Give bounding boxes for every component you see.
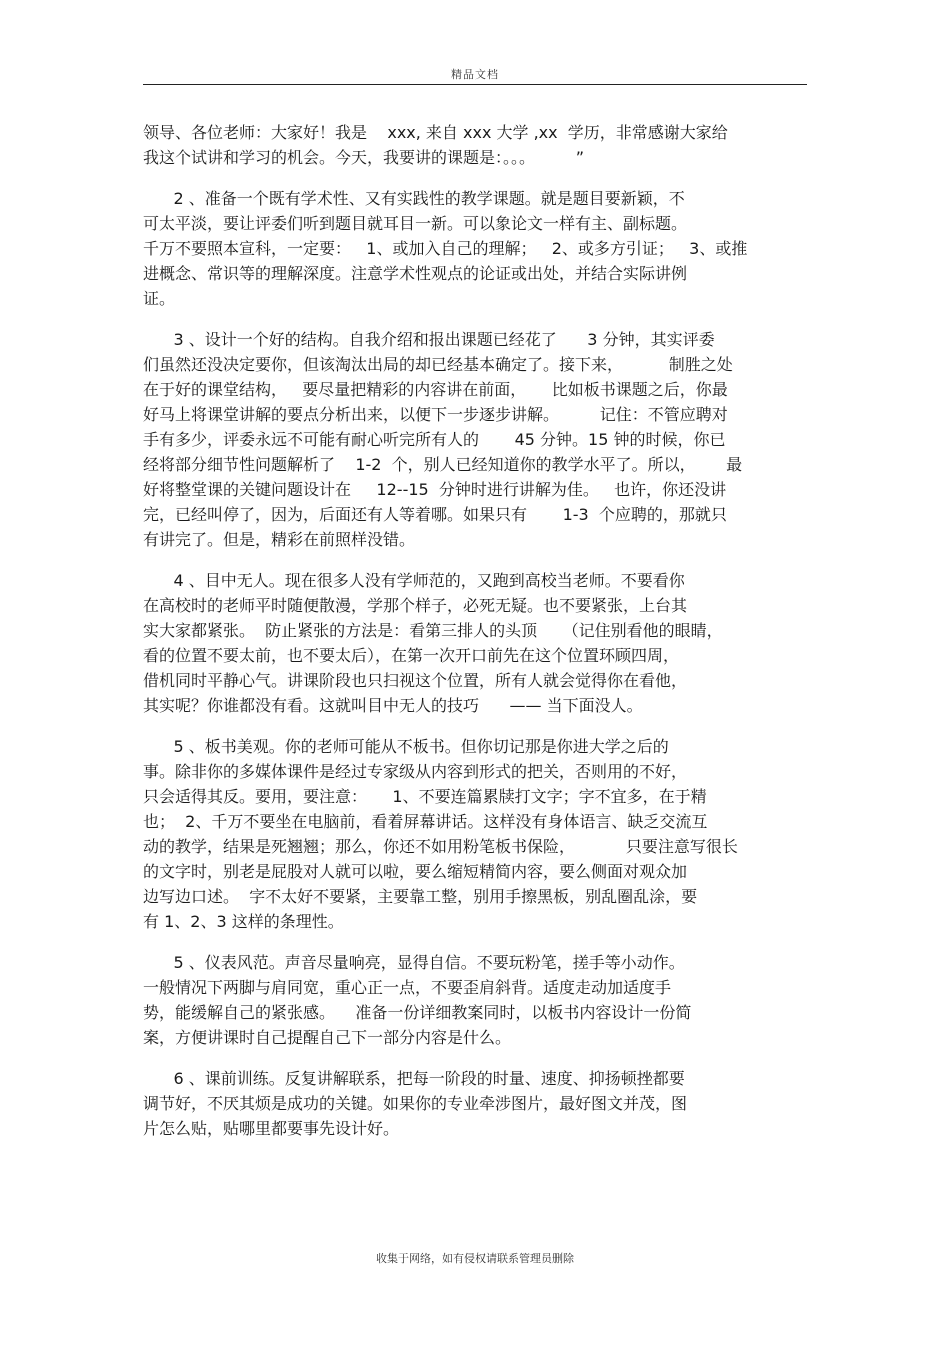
text-line: 4 、目中无人。现在很多人没有学师范的，又跑到高校当老师。不要看你: [143, 571, 685, 590]
text-line: 案，方便讲课时自己提醒自己下一部分内容是什么。: [143, 1028, 512, 1047]
text-line: 们虽然还没决定要你，但该淘汰出局的却已经基本确定了。接下来， 制胜之处: [143, 355, 733, 374]
text-line: 2 、准备一个既有学术性、又有实践性的教学课题。就是题目要新颖，不: [143, 189, 685, 208]
text-line: 有 1、2、3 这样的条理性。: [143, 912, 344, 931]
text-line: 调节好，不厌其烦是成功的关键。如果你的专业牵涉图片，最好图文并茂，图: [143, 1094, 688, 1113]
paragraph-2: [143, 186, 807, 311]
text-line: 看的位置不要太前，也不要太后），在第一次开口前先在这个位置环顾四周，: [143, 646, 680, 665]
text-line: 进概念、常识等的理解深度。注意学术性观点的论证或出处，并结合实际讲例: [143, 264, 688, 283]
paragraph-4: [143, 568, 807, 718]
page-footer: 收集于网络，如有侵权请联系管理员删除: [376, 1252, 574, 1265]
header-divider: [143, 84, 807, 85]
text-line: 我这个试讲和学习的机会。今天，我要讲的课题是：。。。 ”: [143, 148, 584, 167]
paragraph-5: [143, 734, 807, 934]
text-line: 势，能缓解自己的紧张感。 准备一份详细教案同时，以板书内容设计一份简: [143, 1003, 692, 1022]
document-body: [143, 120, 807, 1157]
text-line: 千万不要照本宣科，一定要： 1、或加入自己的理解； 2、或多方引证； 3、或推: [143, 239, 748, 258]
text-line: 证。: [143, 289, 176, 308]
text-line: 只会适得其反。要用，要注意： 1、不要连篇累牍打文字；字不宜多，在于精: [143, 787, 707, 806]
text-line: 手有多少，评委永远不可能有耐心听完所有人的 45 分钟。15 钟的时候，你已: [143, 430, 726, 449]
text-line: 完，已经叫停了，因为，后面还有人等着哪。如果只有 1-3 个应聘的，那就只: [143, 505, 727, 524]
text-line: 事。除非你的多媒体课件是经过专家级从内容到形式的把关，否则用的不好，: [143, 762, 688, 781]
text-line: 在高校时的老师平时随便散漫，学那个样子，必死无疑。也不要紧张，上台其: [143, 596, 688, 615]
text-line: 边写边口述。 字不太好不要紧，主要靠工整，别用手擦黑板，别乱圈乱涂，要: [143, 887, 698, 906]
text-line: 借机同时平静心气。讲课阶段也只扫视这个位置，所有人就会觉得你在看他，: [143, 671, 688, 690]
paragraph-7: [143, 1066, 807, 1141]
text-line: 其实呢？你谁都没有看。这就叫目中无人的技巧 —— 当下面没人。: [143, 696, 643, 715]
text-line: 5 、仪表风范。声音尽量响亮，显得自信。不要玩粉笔，搓手等小动作。: [143, 953, 685, 972]
text-line: 好将整堂课的关键问题设计在 12--15 分钟时进行讲解为佳。 也许，你还没讲: [143, 480, 727, 499]
text-line: 动的教学，结果是死翘翘；那么，你还不如用粉笔板书保险， 只要注意写很长: [143, 837, 738, 856]
text-line: 的文字时，别老是屁股对人就可以啦，要么缩短精简内容，要么侧面对观众加: [143, 862, 688, 881]
paragraph-6: [143, 950, 807, 1050]
text-line: 可太平淡，要让评委们听到题目就耳目一新。可以象论文一样有主、副标题。: [143, 214, 688, 233]
text-line: 也； 2、千万不要坐在电脑前，看着屏幕讲话。这样没有身体语言、缺乏交流互: [143, 812, 708, 831]
text-line: 在于好的课堂结构， 要尽量把精彩的内容讲在前面， 比如板书课题之后，你最: [143, 380, 728, 399]
text-line: 6 、课前训练。反复讲解联系，把每一阶段的时量、速度、抑扬顿挫都要: [143, 1069, 685, 1088]
page-header: 精品文档: [451, 68, 499, 81]
text-line: 3 、设计一个好的结构。自我介绍和报出课题已经花了 3 分钟，其实评委: [143, 330, 715, 349]
text-line: 有讲完了。但是，精彩在前照样没错。: [143, 530, 416, 549]
text-line: 好马上将课堂讲解的要点分析出来，以便下一步逐步讲解。 记住：不管应聘对: [143, 405, 728, 424]
text-line: 实大家都紧张。 防止紧张的方法是：看第三排人的头顶 （记住别看他的眼睛，: [143, 621, 723, 640]
text-line: 经将部分细节性问题解析了 1-2 个，别人已经知道你的教学水平了。所以， 最: [143, 455, 743, 474]
text-line: 片怎么贴，贴哪里都要事先设计好。: [143, 1119, 400, 1138]
paragraph-intro: [143, 120, 807, 170]
text-line: 一般情况下两脚与肩同宽，重心正一点，不要歪肩斜背。适度走动加适度手: [143, 978, 672, 997]
paragraph-3: [143, 327, 807, 552]
text-line: 5 、板书美观。你的老师可能从不板书。但你切记那是你进大学之后的: [143, 737, 669, 756]
text-line: 领导、各位老师：大家好！我是 xxx, 来自 xxx 大学 ,xx 学历，非常感谢大家给: [143, 123, 728, 142]
